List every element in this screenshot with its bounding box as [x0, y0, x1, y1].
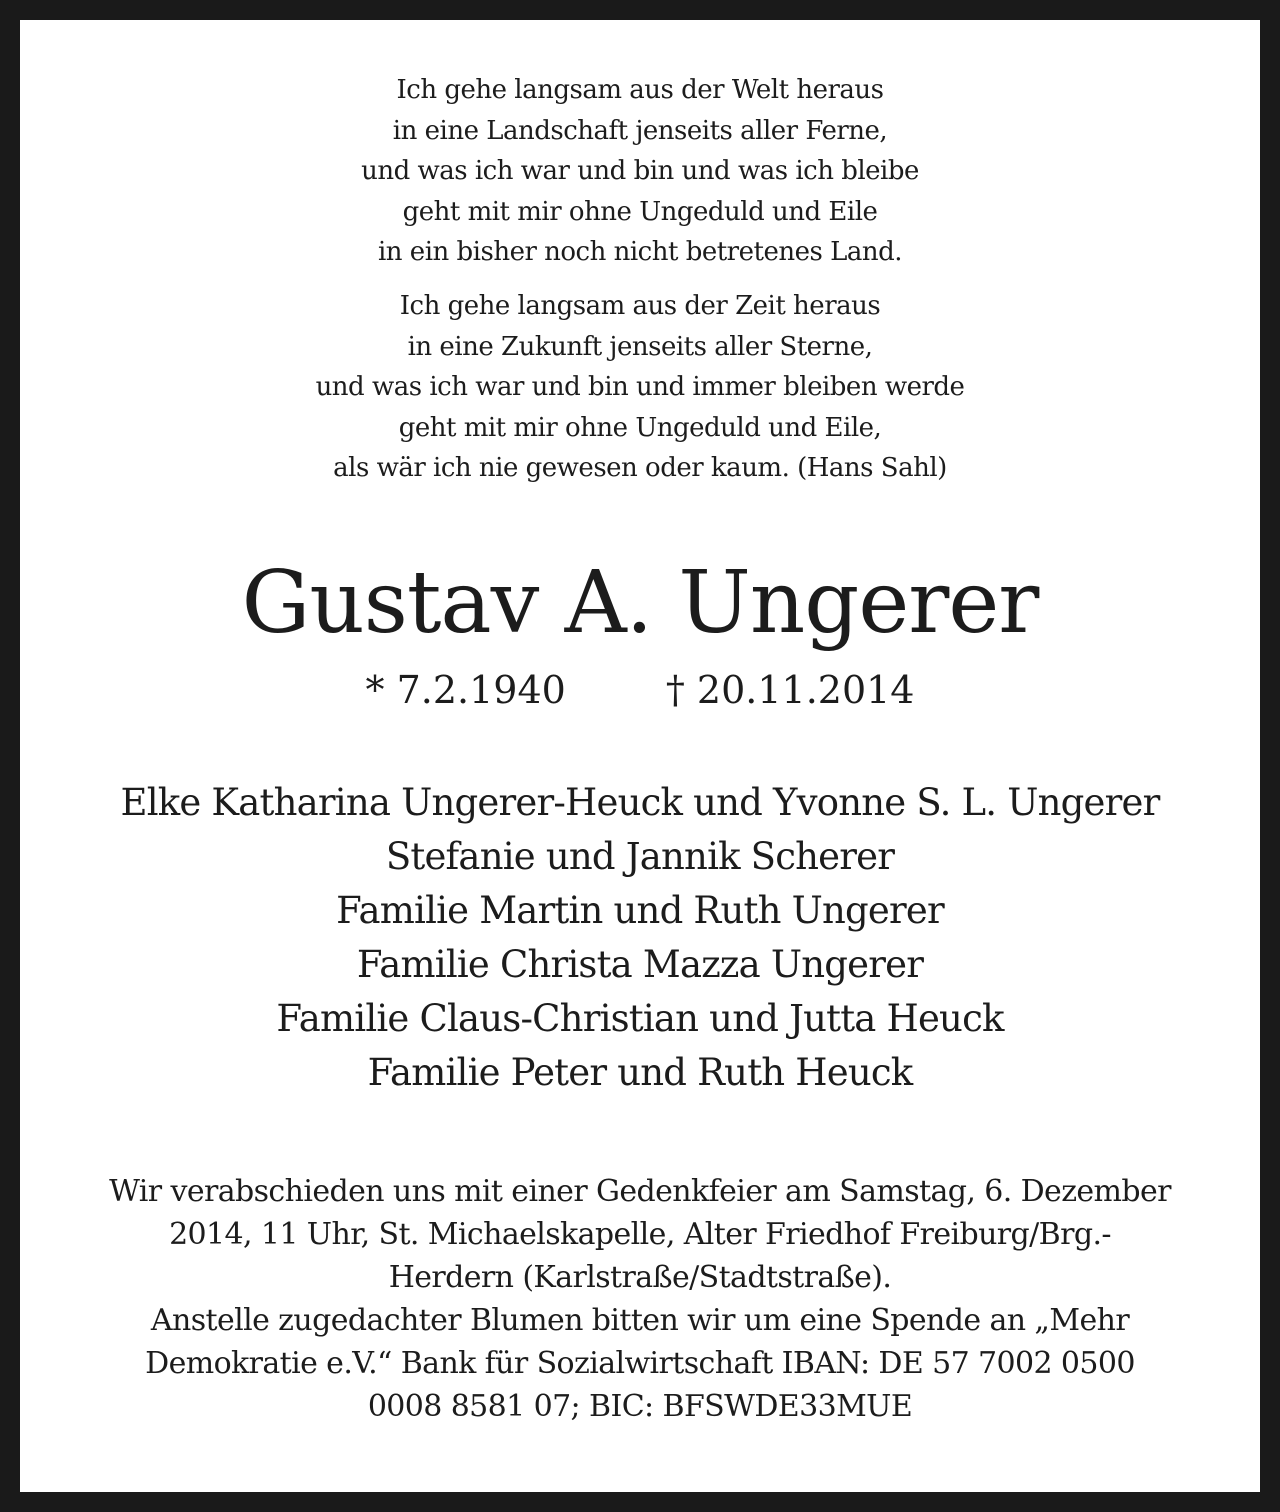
poem-line: geht mit mir ohne Ungeduld und Eile [402, 196, 878, 227]
poem-stanza-2 [20, 286, 1260, 489]
details-line: Wir verabschieden uns mit einer Gedenkfeier am Samstag, 6. Dezember [109, 1174, 1171, 1209]
mourner-line: Familie Martin und Ruth Ungerer [336, 889, 944, 932]
poem-line: in eine Landschaft jenseits aller Ferne, [392, 115, 888, 146]
poem-stanza-1 [20, 70, 1260, 273]
poem-line: und was ich war und bin und was ich bleibe [361, 156, 919, 186]
poem-line: als wär ich nie gewesen oder kaum. (Hans Sahl) [333, 453, 947, 483]
mourners-list [20, 776, 1260, 1100]
details-line: 2014, 11 Uhr, St. Michaelskapelle, Alter Friedhof Freiburg/Brg.- [169, 1217, 1111, 1252]
poem-line: in eine Zukunft jenseits aller Sterne, [407, 331, 873, 362]
details-line: Herdern (Karlstraße/Stadtstraße). [388, 1260, 892, 1295]
mourner-line: Familie Claus-Christian und Jutta Heuck [276, 997, 1004, 1040]
poem-line: geht mit mir ohne Ungeduld und Eile, [398, 412, 882, 443]
memorial-details [50, 1170, 1230, 1428]
mourner-line: Elke Katharina Ungerer-Heuck und Yvonne S. L. Ungerer [120, 781, 1160, 824]
poem-line: Ich gehe langsam aus der Welt heraus [396, 75, 884, 105]
details-line: Demokratie e.V.“ Bank für Sozialwirtschaft IBAN: DE 57 7002 0500 [145, 1346, 1135, 1381]
details-line: Anstelle zugedachter Blumen bitten wir um eine Spende an „Mehr [150, 1303, 1130, 1338]
birth-date: * 7.2.1940 [365, 668, 566, 712]
mourner-line: Familie Christa Mazza Ungerer [356, 943, 924, 986]
poem-line: und was ich war und bin und immer bleiben werde [315, 372, 965, 402]
mourner-line: Familie Peter und Ruth Heuck [367, 1051, 913, 1094]
poem-line: Ich gehe langsam aus der Zeit heraus [399, 291, 881, 321]
details-line: 0008 8581 07; BIC: BFSWDE33MUE [367, 1389, 913, 1424]
life-dates [20, 664, 1260, 716]
mourner-line: Stefanie und Jannik Scherer [385, 835, 895, 878]
poem-line: in ein bisher noch nicht betretenes Land. [377, 237, 902, 267]
deceased-name: Gustav A. Ungerer [241, 553, 1039, 653]
obituary-notice [20, 20, 1260, 1492]
death-date: † 20.11.2014 [665, 668, 915, 712]
